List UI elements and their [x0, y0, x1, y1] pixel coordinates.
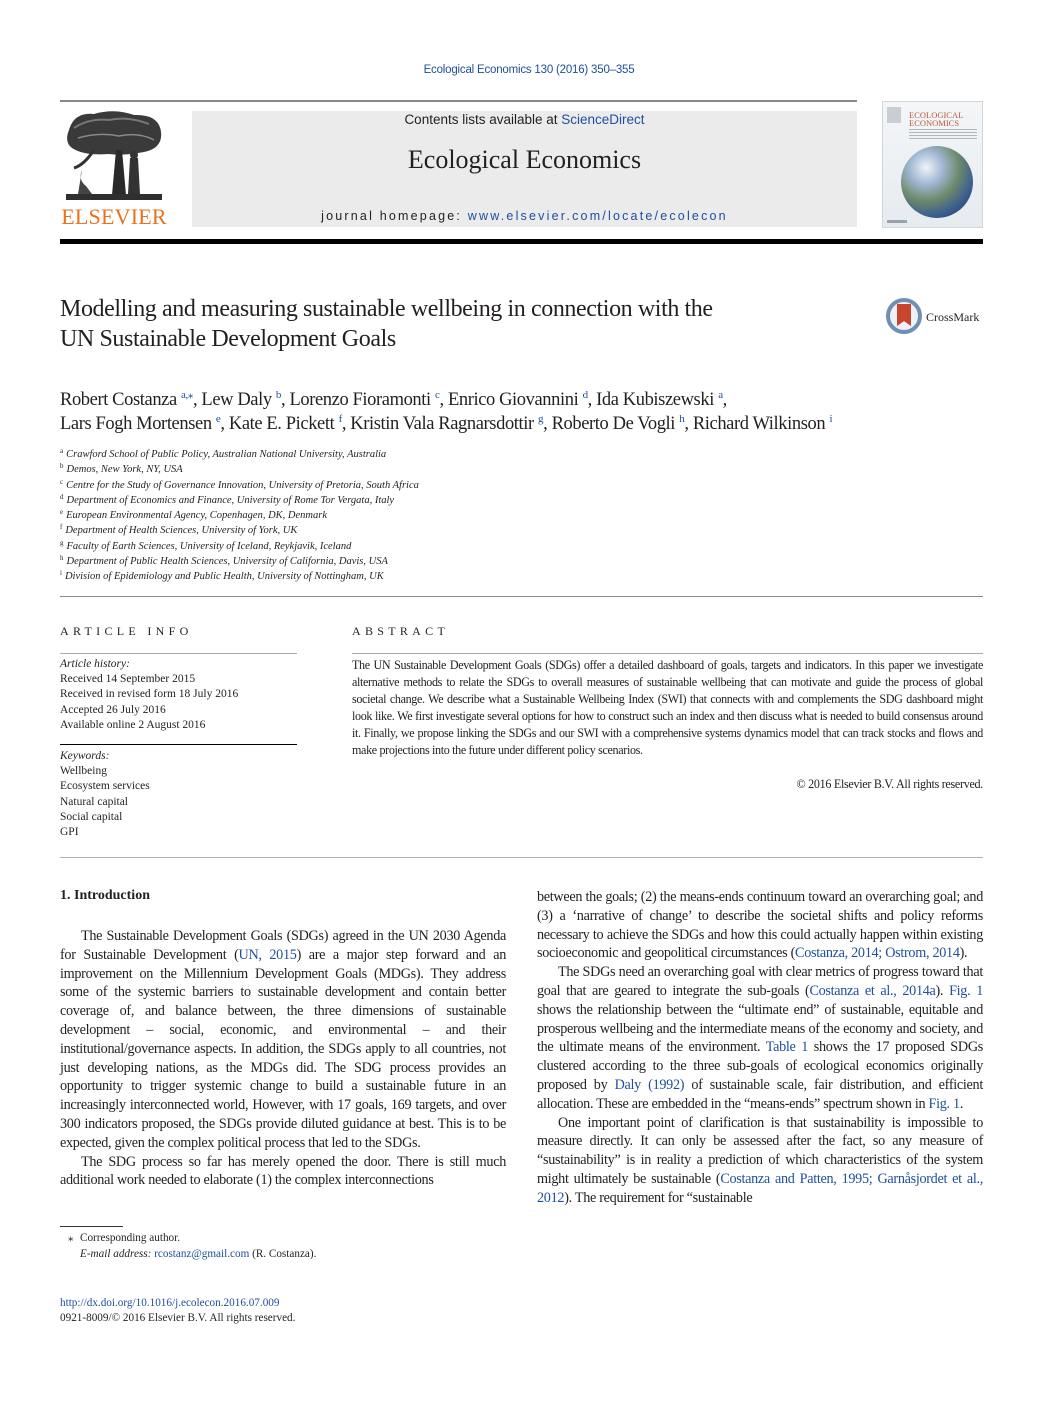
journal-homepage	[192, 209, 857, 223]
elsevier-wordmark: ELSEVIER	[61, 204, 167, 229]
cover-subtitle	[909, 129, 977, 139]
email-suffix: (R. Costanza).	[249, 1248, 317, 1260]
paragraph	[537, 963, 983, 1113]
affiliation-item	[60, 554, 660, 569]
author-affiliation-mark[interactable]: g	[538, 413, 544, 425]
paragraph-text: .	[959, 1095, 964, 1112]
author-affiliation-mark[interactable]: a,⁎	[181, 389, 193, 401]
issn-copyright: 0921-8009/© 2016 Elsevier B.V. All rights reserved.	[60, 1312, 296, 1324]
affiliation-item	[60, 508, 660, 523]
author-name[interactable]: Roberto De Vogli	[551, 414, 676, 434]
keyword-item: Social capital	[60, 810, 123, 823]
cover-footer	[887, 220, 907, 223]
paragraph-text: ) are a major step forward and an improvement on the Millennium Development Goals (MDGs). They address some of the systemic barriers to sustainable development and contain better coverage of, and balance between, the three dimensions of sustainable development – social, economic, and environmental – and their institutional/governance aspects. In addition, the SDGs apply to all countries, not just developing nations, as the MDGs did. The SDG process provides an opportunity to trigger systemic change to build a sustainable future in an increasingly interconnected world, However, with 17 goals, 169 targets, and over 300 indicators proposed, the SDGs provide diluted guidance at best. This is to be expected, given the complex political process that led to the SDGs.	[60, 946, 506, 1151]
article-history	[60, 657, 300, 733]
author-name[interactable]: Richard Wilkinson	[692, 414, 826, 434]
footnote-divider	[60, 1226, 123, 1227]
title-line-1: Modelling and measuring sustainable wellbeing in connection with the	[60, 296, 713, 322]
author-name[interactable]: Robert Costanza	[60, 390, 177, 410]
author-name[interactable]: Lew Daly	[201, 390, 272, 410]
author-affiliation-mark[interactable]: f	[338, 413, 342, 425]
affiliation-mark: e	[60, 508, 64, 517]
affiliation-text: Division of Epidemiology and Public Health, University of Nottingham, UK	[64, 571, 384, 583]
homepage-link[interactable]: www.elsevier.com/locate/ecolecon	[467, 209, 728, 223]
body-column-left	[60, 927, 506, 1190]
paragraph: The SDG process so far has merely opened the door. There is still much additional work needed to elaborate (1) the complex interconnections	[60, 1153, 506, 1189]
footnote-mark: ⁎	[68, 1232, 74, 1244]
affiliation-mark: c	[60, 477, 64, 486]
affiliation-mark: h	[60, 554, 64, 563]
author-line: Lars Fogh Mortensen $^e$, Kate E. Pickett $^f$, Kristin Vala Ragnarsdottir $^g$, Roberto De Vogli $^h$, Richard Wilkinson $^i$	[60, 413, 833, 434]
author-affiliation-mark[interactable]: b	[275, 389, 282, 401]
citation-link[interactable]: UN, 2015	[238, 946, 297, 963]
affiliation-text: Crawford School of Public Policy, Australian National University, Australia	[66, 449, 387, 460]
author-list	[60, 388, 990, 436]
keyword-item: GPI	[60, 826, 79, 839]
affiliation-text: Faculty of Earth Sciences, University of Iceland, Reykjavik, Iceland	[66, 540, 352, 552]
affiliation-list	[60, 447, 660, 585]
cover-publisher-badge	[887, 107, 901, 123]
elsevier-tree-icon	[64, 110, 164, 202]
footnote-text: Corresponding author.	[80, 1232, 181, 1244]
author-name[interactable]: Ida Kubiszewski	[596, 390, 714, 410]
affiliation-text: Department of Public Health Sciences, University of California, Davis, USA	[66, 556, 388, 568]
crossmark-label: CrossMark	[926, 310, 980, 324]
cover-title-line: ECONOMICS	[909, 118, 960, 128]
abstract-copyright: © 2016 Elsevier B.V. All rights reserved.	[796, 777, 983, 791]
contents-availability	[192, 112, 857, 127]
paragraph-text: ). The requirement for “sustainable	[564, 1189, 753, 1206]
keywords	[60, 749, 300, 840]
affiliation-mark: a	[60, 447, 64, 455]
author-name[interactable]: Lars Fogh Mortensen	[60, 414, 212, 434]
paragraph-text: shows the 17 proposed SDGs clustered according to the three sub-goals of ecological economics originally proposed by	[537, 1039, 983, 1093]
affiliation-text: Centre for the Study of Governance Innovation, University of Pretoria, South Africa	[66, 479, 419, 491]
crossmark-button[interactable]	[886, 298, 986, 336]
footnote	[60, 1230, 500, 1262]
author-name[interactable]: Enrico Giovannini	[447, 390, 579, 410]
article-title	[60, 294, 860, 354]
history-item: Accepted 26 July 2016	[60, 703, 166, 716]
paragraph-text: The Sustainable Development Goals (SDGs) agreed in the UN 2030 Agenda for Sustainable Development (	[60, 928, 506, 963]
author-affiliation-mark[interactable]: c	[435, 389, 440, 401]
affiliation-item	[60, 478, 660, 493]
history-item: Received in revised form 18 July 2016	[60, 688, 239, 701]
article-info-divider	[60, 653, 297, 654]
paragraph	[60, 927, 506, 1153]
homepage-label: journal homepage:	[321, 209, 468, 223]
keyword-item: Ecosystem services	[60, 780, 150, 793]
affiliation-mark: b	[60, 462, 64, 471]
citation-link[interactable]: Costanza, 2014; Ostrom, 2014	[795, 945, 960, 962]
figure-link[interactable]: Fig. 1	[928, 1095, 960, 1112]
title-line-2: UN Sustainable Development Goals	[60, 326, 396, 352]
journal-cover-image[interactable]	[882, 101, 983, 228]
paragraph	[537, 888, 983, 963]
paragraph	[537, 1114, 983, 1208]
abstract-divider	[352, 653, 983, 654]
affiliation-item	[60, 462, 660, 477]
email-note	[60, 1246, 500, 1262]
top-divider	[60, 100, 857, 102]
affiliation-item	[60, 493, 660, 508]
journal-reference-link[interactable]: Ecological Economics 130 (2016) 350–355	[423, 64, 635, 76]
article-history-label: Article history:	[60, 658, 130, 670]
cover-title	[909, 111, 963, 127]
abstract-text: The UN Sustainable Development Goals (SDGs) offer a detailed dashboard of goals, targets and indicators. In this paper we investigate alternative methods to relate the SDGs to overall measures of sustainable wellbeing that can motivate and guide the process of global societal change. We describe what a Sustainable Wellbeing Index (SWI) that connects with and complements the SDG dashboard might look like. We first investigate several options for how to construct such an index and then discuss what is needed to build consensus around it. Finally, we propose linking the SDGs and our SWI with a comprehensive systems dynamics model that can track stocks and flows and make projections into the future under different policy scenarios.	[352, 658, 983, 757]
affiliation-mark: d	[60, 492, 64, 501]
journal-title: Ecological Economics	[407, 145, 642, 174]
page-footer	[60, 1296, 500, 1326]
author-affiliation-mark[interactable]: d	[582, 389, 588, 401]
affiliation-mark: i	[60, 569, 62, 578]
citation-link[interactable]: Daly (1992)	[614, 1076, 685, 1093]
paragraph-text: ).	[959, 945, 968, 962]
citation-link[interactable]: Costanza and Patten, 1995; Garnåsjordet et al., 2012	[537, 1170, 983, 1206]
paragraph-text: shows the relationship between the “ultimate end” of sustainable, equitable and prosperous wellbeing and the intermediate means of the economy and society, and the ultimate means of the environment.	[537, 1001, 983, 1056]
paragraph-text: ).	[935, 982, 950, 999]
affiliation-text: Demos, New York, NY, USA	[66, 464, 183, 476]
contents-prefix: Contents lists available at	[404, 112, 562, 127]
globe-icon	[901, 146, 973, 218]
paragraph-text: The SDGs need an overarching goal with clear metrics of progress toward that goal that are geared to integrate the sub-goals (	[537, 964, 983, 999]
keywords-divider	[60, 744, 297, 745]
header-thick-divider	[60, 239, 983, 244]
affiliation-item	[60, 569, 660, 584]
affiliation-text: Department of Economics and Finance, University of Rome Tor Vergata, Italy	[66, 494, 395, 506]
figure-link[interactable]: Fig. 1	[949, 982, 983, 999]
citation-link[interactable]: Costanza et al., 2014a	[809, 982, 936, 999]
sciencedirect-link[interactable]: ScienceDirect	[561, 112, 645, 127]
affiliation-text: Department of Health Sciences, University of York, UK	[65, 525, 298, 537]
author-affiliation-mark[interactable]: h	[679, 413, 685, 425]
author-affiliation-mark[interactable]: i	[829, 413, 833, 425]
history-item: Received 14 September 2015	[60, 673, 196, 686]
elsevier-logo[interactable]	[60, 110, 168, 230]
author-line: Robert Costanza $^{a,⁎}$, Lew Daly $^b$, Lorenzo Fioramonti $^c$, Enrico Giovannini $^d$, Ida Kubiszewski $^a$,	[60, 389, 727, 410]
history-item: Available online 2 August 2016	[60, 718, 206, 731]
front-matter-divider	[60, 857, 983, 858]
affiliation-mark: g	[60, 538, 64, 547]
author-name[interactable]: Lorenzo Fioramonti	[289, 390, 431, 410]
affiliations-divider	[60, 596, 983, 597]
abstract-heading: ABSTRACT	[352, 624, 450, 638]
paragraph-text: of sustainable scale, fair distribution, and efficient allocation. These are embedded in the “means-ends” spectrum shown in	[537, 1076, 983, 1112]
corresponding-author-note	[60, 1230, 500, 1246]
affiliation-item	[60, 523, 660, 538]
paragraph-text: between the goals; (2) the means-ends continuum toward an overarching goal; and (3) a ‘narrative of change’ to describe the societal shifts and policy reforms necessary to achieve the SDGs and how this could actually happen within existing socioeconomic and geopolitical circumstances (	[537, 889, 983, 962]
paragraph-text: One important point of clarification is that sustainability is impossible to measure directly. It can only be assessed after the fact, so any measure of “sustainability” is in reality a prediction of which characteristics of the system might ultimately be sustainable (	[537, 1114, 983, 1187]
table-link[interactable]: Table 1	[765, 1039, 809, 1056]
keyword-item: Wellbeing	[60, 765, 107, 778]
author-affiliation-mark[interactable]: e	[215, 413, 221, 425]
section-heading-introduction: 1. Introduction	[60, 888, 150, 903]
doi-link[interactable]: http://dx.doi.org/10.1016/j.ecolecon.2016.07.009	[60, 1297, 280, 1309]
keyword-item: Natural capital	[60, 795, 129, 808]
cover-title-line: ECOLOGICAL	[909, 110, 964, 120]
journal-masthead	[192, 111, 857, 227]
body-column-right	[537, 888, 983, 1208]
affiliation-text: European Environmental Agency, Copenhagen, DK, Denmark	[66, 510, 328, 522]
email-label: E-mail address:	[80, 1248, 155, 1260]
email-link[interactable]: rcostanz@gmail.com	[154, 1248, 250, 1260]
author-name[interactable]: Kristin Vala Ragnarsdottir	[350, 414, 534, 434]
article-info-heading: ARTICLE INFO	[60, 624, 193, 638]
affiliation-item	[60, 447, 660, 462]
author-affiliation-mark[interactable]: a	[718, 389, 723, 401]
author-name[interactable]: Kate E. Pickett	[228, 414, 335, 434]
affiliation-item	[60, 539, 660, 554]
affiliation-mark: f	[60, 523, 63, 532]
keywords-label: Keywords:	[60, 750, 110, 762]
